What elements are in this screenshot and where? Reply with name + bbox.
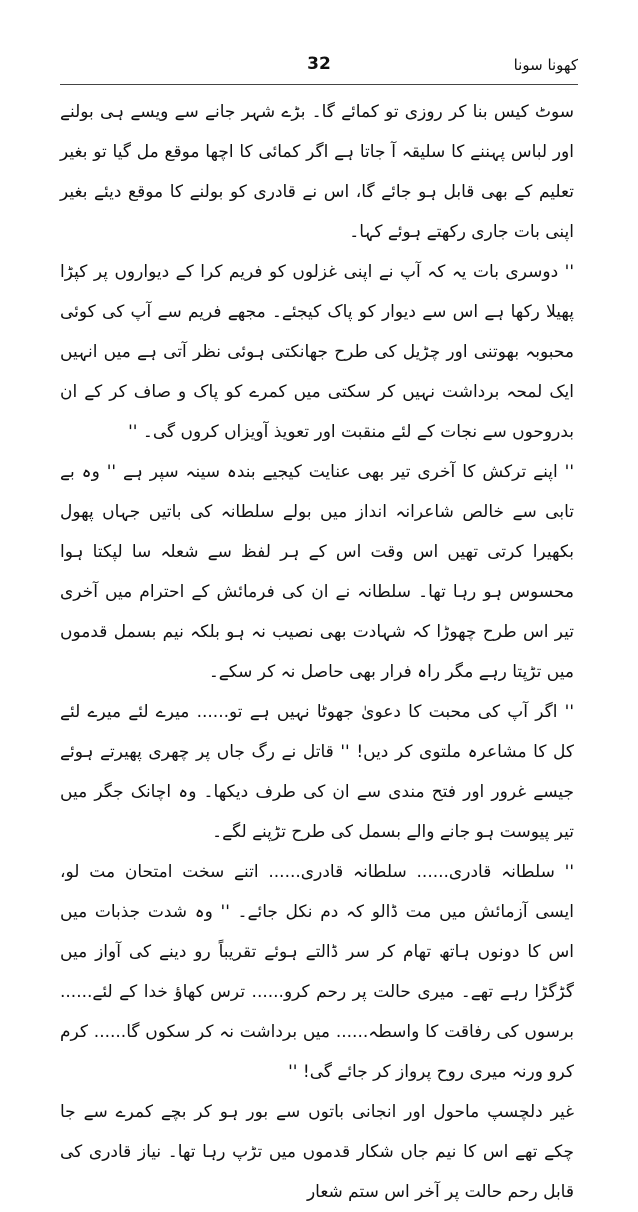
paragraph: سوٹ کیس بنا کر روزی تو کمائے گا۔ بڑے شہر جانے سے ویسے ہی بولنے اور لباس پہننے کا سلیقہ آ جاتا ہے اگر کمائی کا اچھا موقع مل گیا تو بغیر تعلیم کے بھی قابل ہو جائے گا، اس نے قادری کو بولنے کا موقع دیئے بغیر اپنی بات جاری رکھتے ہوئے کہا۔ [60,102,574,242]
paragraph: '' اپنے ترکش کا آخری تیر بھی عنایت کیجیے بندہ سینہ سپر ہے '' وہ بے تابی سے خالص شاعرانہ انداز میں بولے سلطانہ کی باتیں جہاں پھول بکھیرا کرتی تھیں اس وقت اس کے ہر لفظ سے شعلہ سا لپکتا ہوا محسوس ہو رہا تھا۔ سلطانہ نے ان کی فرمائش کے احترام میں آخری تیر اس طرح چھوڑا کہ شہادت بھی نصیب نہ ہو بلکہ نیم بسمل قدموں میں تڑپتا رہے مگر راہ فرار بھی حاصل نہ کر سکے۔ [60,462,574,682]
header-divider [60,84,578,85]
paragraph: '' اگر آپ کی محبت کا دعویٰ جھوٹا نہیں ہے تو...... میرے لئے میرے لئے کل کا مشاعرہ ملتوی کر دیں! '' قاتل نے رگ جاں پر چھری پھیرتے ہوئے جیسے غرور اور فتح مندی سے ان کی طرف دیکھا۔ وہ اچانک جگر میں تیر پیوست ہو جانے والے بسمل کی طرح تڑپنے لگے۔ [60,702,574,842]
book-title: کھونا سونا [513,56,578,74]
page-number: 32 [307,54,331,74]
page-header [60,52,578,86]
page-body [60,92,574,1212]
paragraph: '' سلطانہ قادری...... سلطانہ قادری...... اتنے سخت امتحان مت لو، ایسی آزمائش میں مت ڈالو کہ دم نکل جائے۔ '' وہ شدت جذبات میں اس کا دونوں ہاتھ تھام کر سر ڈالتے ہوئے تقریباً رو دینے کی آواز میں گڑگڑا رہے تھے۔ میری حالت پر رحم کرو...... ترس کھاؤ خدا کے لئے...... برسوں کی رفاقت کا واسطہ...... میں برداشت نہ کر سکوں گا...... کرم کرو ورنہ میری روح پرواز کر جائے گی! '' [60,862,574,1082]
paragraph: غیر دلچسپ ماحول اور انجانی باتوں سے بور ہو کر بچے کمرے سے جا چکے تھے اس کا نیم جاں شکار قدموں میں تڑپ رہا تھا۔ نیاز قادری کی قابل رحم حالت پر آخر اس ستم شعار [60,1102,574,1202]
paragraph: '' دوسری بات یہ کہ آپ نے اپنی غزلوں کو فریم کرا کے دیواروں پر کپڑا پھیلا رکھا ہے اس سے دیوار کو پاک کیجئے۔ مجھے فریم سے آپ کی کوئی محبوبہ بھوتنی اور چڑیل کی طرح جھانکتی ہوئی نظر آتی ہے میں انہیں ایک لمحہ برداشت نہیں کر سکتی میں کمرے کو پاک و صاف کر کے ان بدروحوں سے نجات کے لئے منقبت اور تعویذ آویزاں کروں گی۔ '' [60,262,574,442]
